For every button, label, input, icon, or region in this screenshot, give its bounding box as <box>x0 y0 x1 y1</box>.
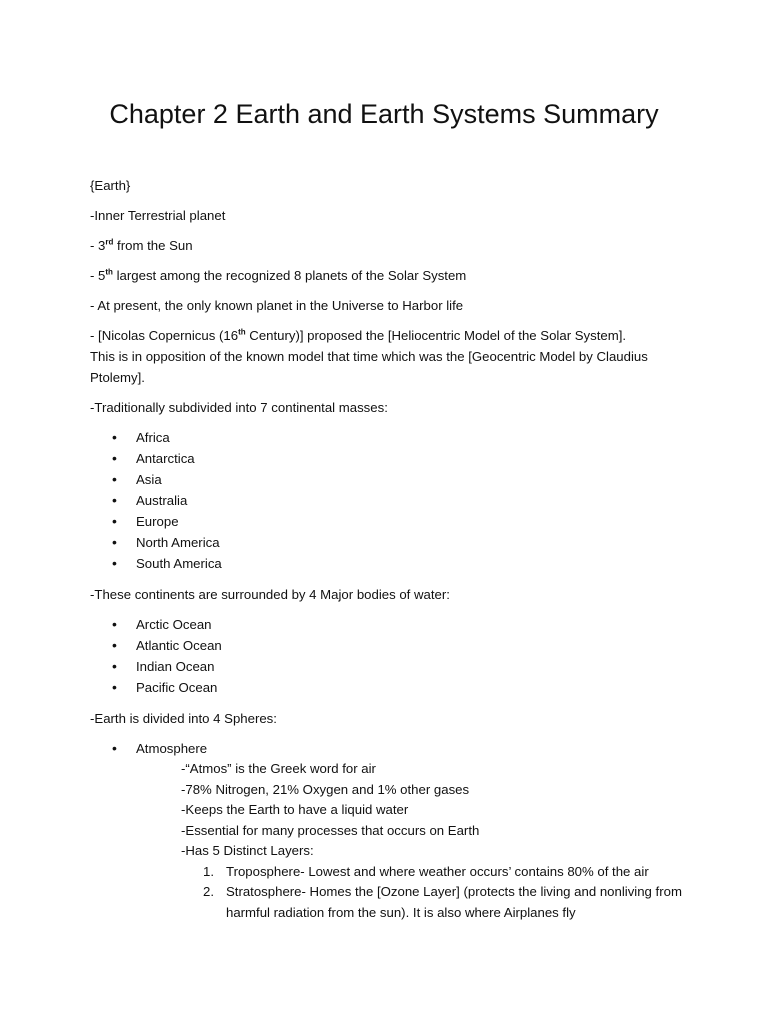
document-body <box>90 175 700 923</box>
continents-intro: -Traditionally subdivided into 7 continental masses: <box>90 400 388 415</box>
layer-text: Troposphere- Lowest and where weather occurs’ contains 80% of the air <box>226 863 649 879</box>
layer-number: 2. <box>203 884 214 899</box>
list-item: • Pacific Ocean <box>90 677 700 698</box>
atmosphere-layers-list <box>90 862 686 924</box>
atmosphere-notes <box>90 759 700 862</box>
fact-fifth-largest <box>90 265 700 286</box>
spheres-intro: -Earth is divided into 4 Spheres: <box>90 711 277 726</box>
list-item: • Asia <box>90 469 700 490</box>
ordinal-suffix: rd <box>105 237 114 247</box>
list-item: • Indian Ocean <box>90 656 700 677</box>
continents-list <box>90 427 700 574</box>
fact-text: - [Nicolas Copernicus (16 <box>90 328 239 343</box>
fact-text: Century)] proposed the [Heliocentric Model of the Solar System]. This is in opposition of the known model that time which was the [Geocentric Model by Claudius Ptolemy]. <box>90 328 648 385</box>
list-item: • Africa <box>90 427 700 448</box>
list-item-atmosphere: • Atmosphere <box>90 738 700 759</box>
fact-inner-terrestrial: -Inner Terrestrial planet <box>90 208 226 223</box>
list-item: • Arctic Ocean <box>90 614 700 635</box>
fact-text: from the Sun <box>113 238 193 253</box>
spheres-list <box>90 738 700 759</box>
fact-third-from-sun <box>90 235 700 256</box>
layer-item <box>203 862 686 883</box>
layer-number: 1. <box>203 863 214 879</box>
atmosphere-note: -Essential for many processes that occurs on Earth <box>181 822 480 838</box>
fact-text: - 3 <box>90 238 106 253</box>
ordinal-suffix: th <box>105 267 113 277</box>
section-heading-earth: {Earth} <box>90 178 131 193</box>
layer-item <box>203 882 686 923</box>
atmosphere-note: -78% Nitrogen, 21% Oxygen and 1% other gases <box>181 781 470 797</box>
atmosphere-note: -Has 5 Distinct Layers: <box>181 843 314 858</box>
oceans-intro: -These continents are surrounded by 4 Major bodies of water: <box>90 587 450 602</box>
fact-text: - 5 <box>90 268 106 283</box>
list-item: • Antarctica <box>90 448 700 469</box>
atmosphere-note: -“Atmos” is the Greek word for air <box>181 761 376 776</box>
atmosphere-note: -Keeps the Earth to have a liquid water <box>181 802 409 817</box>
list-item: • South America <box>90 553 700 574</box>
oceans-list <box>90 614 700 698</box>
fact-harbor-life: - At present, the only known planet in the Universe to Harbor life <box>90 298 464 313</box>
page-title: Chapter 2 Earth and Earth Systems Summary <box>109 99 659 129</box>
ordinal-suffix: th <box>238 327 246 337</box>
fact-text: largest among the recognized 8 planets of the Solar System <box>112 268 467 283</box>
fact-copernicus <box>90 325 650 388</box>
list-item: • Europe <box>90 511 700 532</box>
list-item: • Atlantic Ocean <box>90 635 700 656</box>
layer-text: Stratosphere- Homes the [Ozone Layer] (protects the living and nonliving from harmful radiation from the sun). It is also where Airplanes fly <box>226 884 682 920</box>
list-item: • North America <box>90 532 700 553</box>
list-item: • Australia <box>90 490 700 511</box>
